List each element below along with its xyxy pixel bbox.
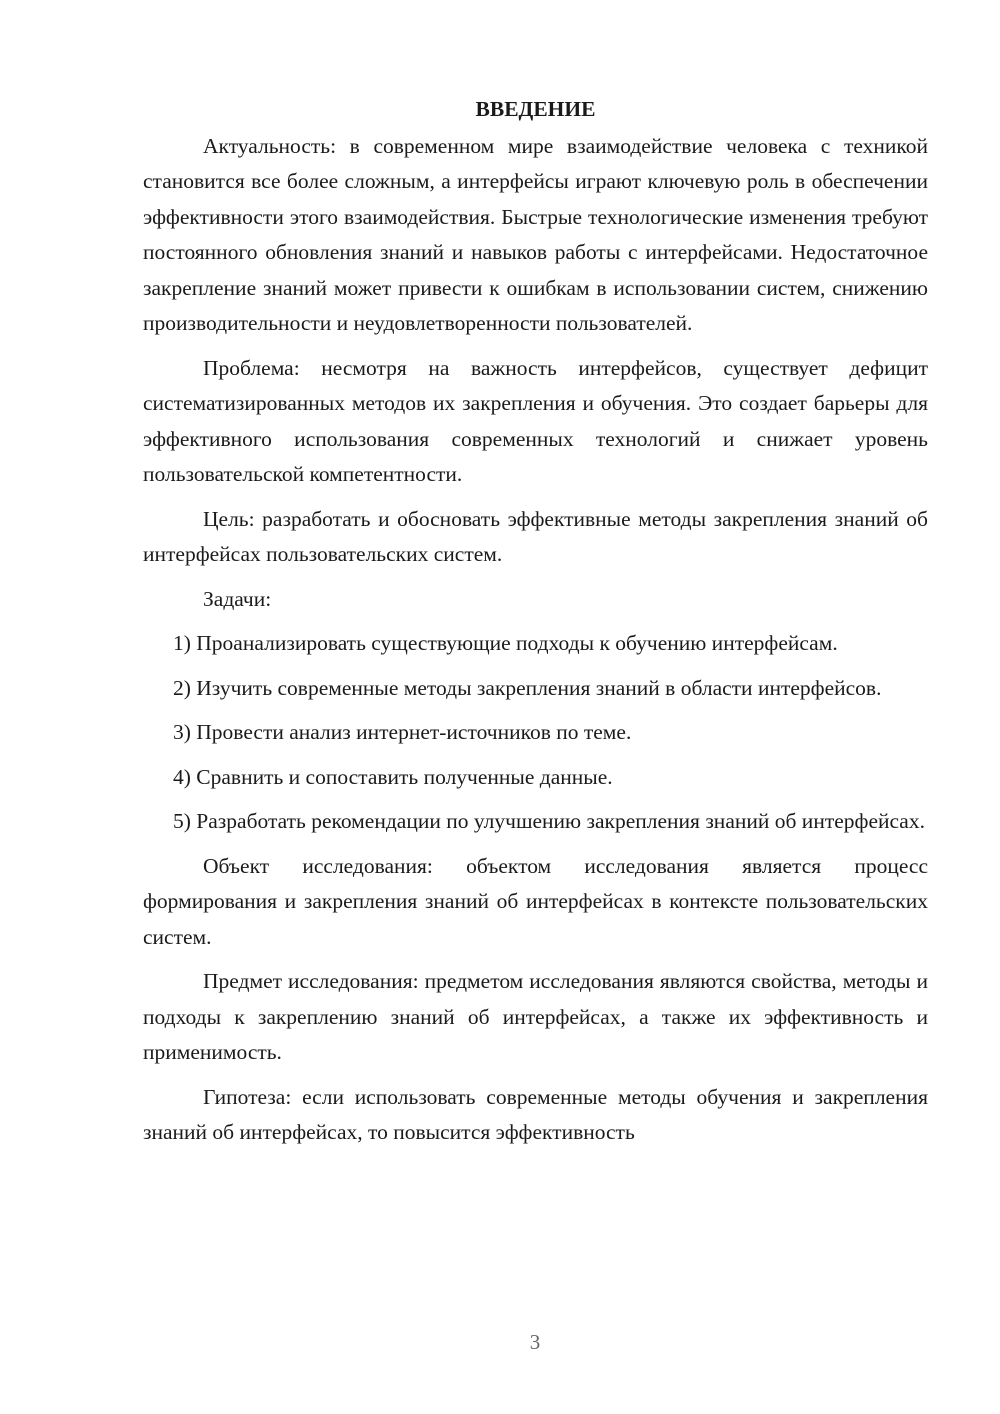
paragraph-relevance: Актуальность: в современном мире взаимодействие человека с техникой становится все более сложным, а интерфейсы играют ключевую роль в обеспечении эффективности этого взаимодействия. Быстрые технологические изменения требуют постоянного обновления знаний и навыков работы с интерфейсами. Недостаточное закрепление знаний может привести к ошибкам в использовании систем, снижению производительности и неудовлетворенности пользователей. <box>143 133 928 335</box>
paragraph-goal: Цель: разработать и обосновать эффективные методы закрепления знаний об интерфейсах пользовательских систем. <box>143 506 928 566</box>
section-title: ВВЕДЕНИЕ <box>475 97 596 121</box>
paragraph-object: Объект исследования: объектом исследования является процесс формирования и закрепления знаний об интерфейсах в контексте пользовательских систем. <box>143 853 928 949</box>
paragraph-tasks-heading: Задачи: <box>203 586 272 611</box>
paragraph-subject: Предмет исследования: предметом исследования являются свойства, методы и подходы к закреплению знаний об интерфейсах, а также их эффективность и применимость. <box>143 969 928 1064</box>
page-content <box>143 92 928 1160</box>
task-item-3: 3) Провести анализ интернет-источников по теме. <box>173 720 632 744</box>
task-item-5: 5) Разработать рекомендации по улучшению закрепления знаний об интерфейсах. <box>173 809 925 833</box>
task-item-2: 2) Изучить современные методы закрепления знаний в области интерфейсов. <box>173 675 882 700</box>
page-number: 3 <box>529 1330 541 1354</box>
task-item-1: 1) Проанализировать существующие подходы к обучению интерфейсам. <box>173 631 838 655</box>
task-item-4: 4) Сравнить и сопоставить полученные данные. <box>173 764 613 789</box>
paragraph-hypothesis: Гипотеза: если использовать современные методы обучения и закрепления знаний об интерфейсах, то повысится эффективность <box>143 1084 928 1144</box>
paragraph-problem: Проблема: несмотря на важность интерфейсов, существует дефицит систематизированных методов их закрепления и обучения. Это создает барьеры для эффективного использования современных технологий и снижает уровень пользовательской компетентности. <box>143 355 928 486</box>
